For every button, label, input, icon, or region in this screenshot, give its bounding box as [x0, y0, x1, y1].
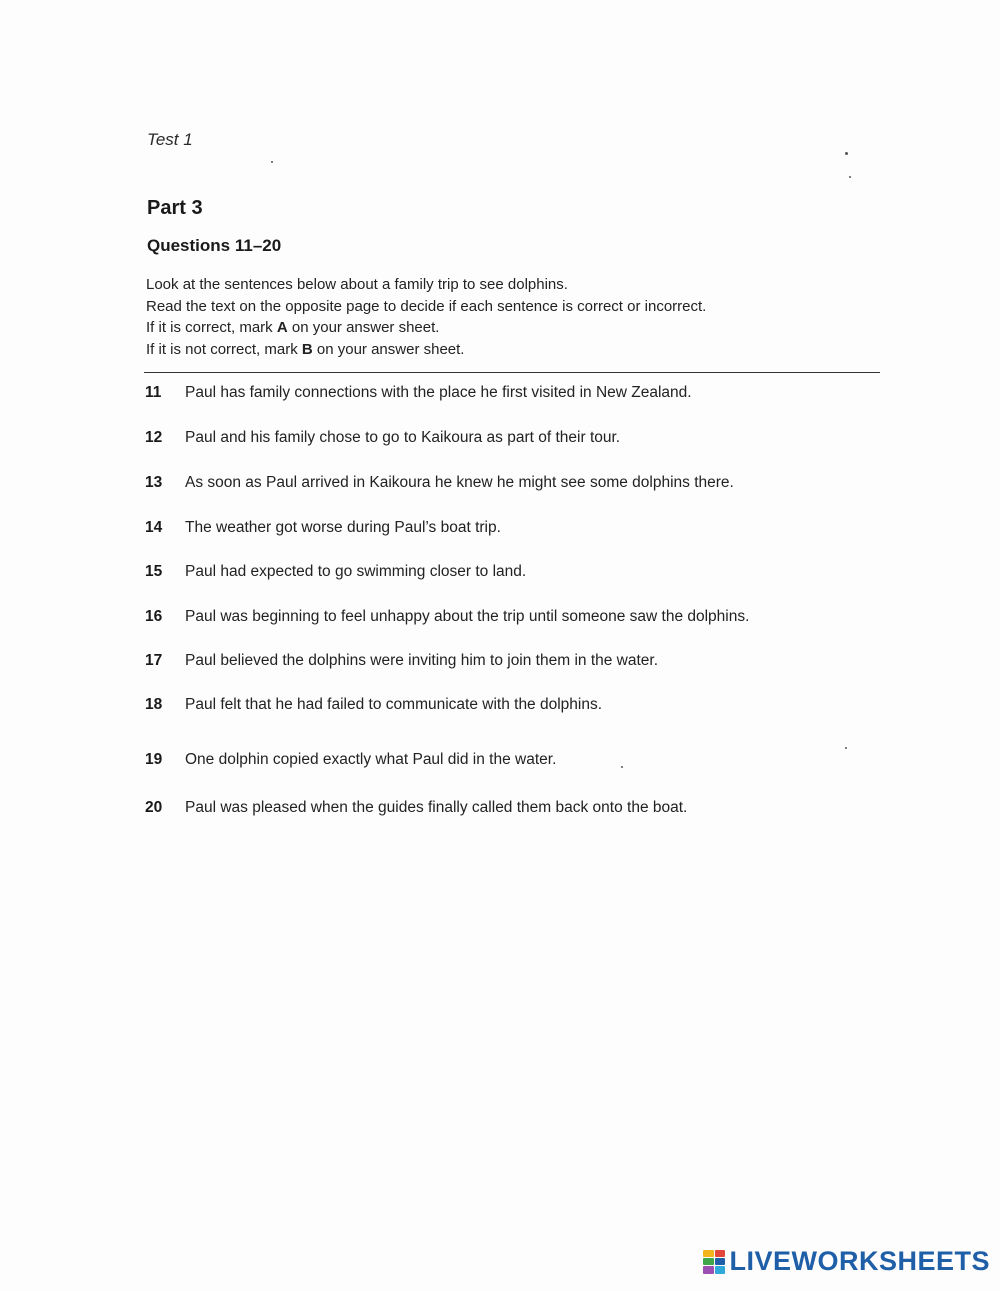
instruction-line-3 — [146, 317, 866, 339]
question-item — [145, 474, 734, 492]
question-number: 13 — [145, 474, 163, 491]
scan-speck — [271, 161, 273, 163]
scan-speck — [845, 152, 848, 155]
instruction-line-2: Read the text on the opposite page to decide if each sentence is correct or incorrect. — [146, 297, 707, 315]
liveworksheets-logo-icon — [703, 1250, 725, 1274]
question-item — [145, 799, 687, 817]
liveworksheets-branding — [703, 1246, 990, 1277]
question-number: 16 — [145, 608, 163, 625]
question-text: The weather got worse during Paul’s boat trip. — [185, 519, 501, 536]
question-number: 20 — [145, 799, 163, 816]
question-item — [145, 429, 620, 447]
question-text: As soon as Paul arrived in Kaikoura he knew he might see some dolphins there. — [185, 474, 734, 491]
question-text: Paul was beginning to feel unhappy about the trip until someone saw the dolphins. — [185, 608, 750, 625]
instruction-line-3-post: on your answer sheet. — [287, 319, 440, 336]
question-item — [145, 384, 692, 402]
question-item — [145, 696, 602, 714]
instructions — [146, 274, 866, 360]
answer-mark-a: A — [276, 319, 288, 336]
instruction-line-1: Look at the sentences below about a family trip to see dolphins. — [146, 276, 568, 293]
test-label: Test 1 — [147, 130, 193, 149]
question-number: 12 — [145, 429, 163, 446]
question-item — [145, 751, 556, 769]
scan-speck — [621, 766, 623, 768]
instruction-line-4-pre: If it is not correct, mark — [146, 340, 302, 358]
instruction-line-3-pre: If it is correct, mark — [146, 319, 277, 336]
answer-mark-b: B — [301, 340, 313, 358]
question-item — [145, 519, 501, 537]
instruction-line-4 — [146, 339, 866, 361]
question-number: 14 — [145, 519, 163, 536]
question-text: One dolphin copied exactly what Paul did in the water. — [185, 751, 557, 768]
scan-speck — [845, 747, 847, 749]
question-number: 11 — [145, 384, 162, 401]
questions-title: Questions 11–20 — [147, 236, 282, 255]
question-number: 18 — [145, 696, 163, 713]
brand-name: LIVEWORKSHEETS — [729, 1246, 990, 1276]
question-text: Paul has family connections with the place he first visited in New Zealand. — [185, 384, 692, 401]
question-item — [145, 563, 526, 581]
scan-speck — [849, 176, 851, 178]
question-item — [145, 652, 658, 670]
question-number: 19 — [145, 751, 163, 768]
question-number: 17 — [145, 652, 163, 669]
question-item — [145, 608, 749, 626]
instruction-line-4-post: on your answer sheet. — [312, 340, 465, 358]
question-text: Paul and his family chose to go to Kaikoura as part of their tour. — [185, 429, 621, 446]
question-text: Paul felt that he had failed to communicate with the dolphins. — [185, 696, 603, 713]
question-text: Paul was pleased when the guides finally called them back onto the boat. — [185, 799, 688, 816]
question-text: Paul had expected to go swimming closer to land. — [185, 563, 527, 580]
question-text: Paul believed the dolphins were inviting him to join them in the water. — [185, 652, 659, 669]
question-number: 15 — [145, 563, 163, 580]
divider-rule — [144, 372, 880, 373]
part-title: Part 3 — [147, 197, 203, 219]
